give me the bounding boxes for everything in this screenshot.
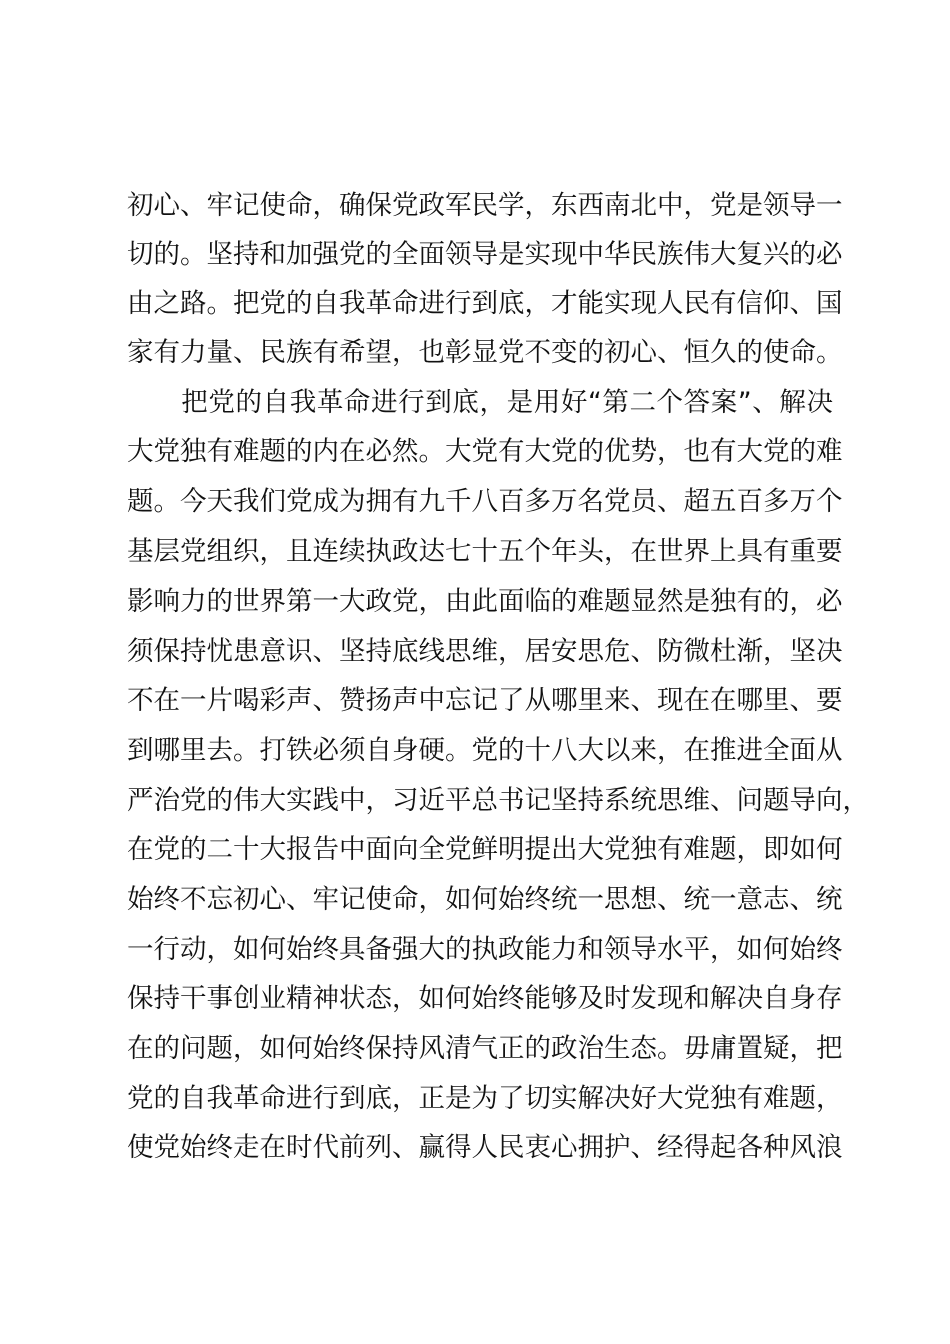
paragraph-2-line-11: 始终不忘初心、牢记使命，如何始终统一思想、统一意志、统: [127, 884, 843, 915]
paragraph-2-line-8: 到哪里去。打铁必须自身硬。党的十八大以来，在推进全面从: [127, 735, 843, 766]
paragraph-2-line-5: 影响力的世界第一大政党，由此面临的难题显然是独有的，必: [127, 586, 843, 617]
paragraph-2-line-14: 在的问题，如何始终保持风清气正的政治生态。毋庸置疑，把: [127, 1033, 843, 1064]
paragraph-2-line-7: 不在一片喝彩声、赞扬声中忘记了从哪里来、现在在哪里、要: [127, 685, 843, 716]
paragraph-2-line-16: 使党始终走在时代前列、赢得人民衷心拥护、经得起各种风浪: [127, 1132, 843, 1163]
paragraph-2-line-3: 题。今天我们党成为拥有九千八百多万名党员、超五百多万个: [127, 486, 843, 517]
paragraph-2-line-2: 大党独有难题的内在必然。大党有大党的优势，也有大党的难: [127, 436, 843, 467]
paragraph-2-line-9: 严治党的伟大实践中，习近平总书记坚持系统思维、问题导向，: [127, 785, 869, 816]
paragraph-2-line-15: 党的自我革命进行到底，正是为了切实解决好大党独有难题，: [127, 1083, 843, 1114]
paragraph-1-line-3: 由之路。把党的自我革命进行到底，才能实现人民有信仰、国: [127, 288, 843, 319]
paragraph-2-line-12: 一行动，如何始终具备强大的执政能力和领导水平，如何始终: [127, 934, 843, 965]
paragraph-2-line-1: 把党的自我革命进行到底，是用好“第二个答案”、解决: [127, 387, 833, 418]
paragraph-2-line-4: 基层党组织，且连续执政达七十五个年头，在世界上具有重要: [127, 536, 843, 567]
paragraph-1-line-4: 家有力量、民族有希望，也彰显党不变的初心、恒久的使命。: [127, 337, 843, 368]
paragraph-1-line-1: 初心、牢记使命，确保党政军民学，东西南北中，党是领导一: [127, 190, 843, 221]
paragraph-2-line-6: 须保持忧患意识、坚持底线思维，居安思危、防微杜渐，坚决: [127, 636, 843, 667]
paragraph-2-line-10: 在党的二十大报告中面向全党鲜明提出大党独有难题，即如何: [127, 834, 843, 865]
paragraph-1-line-2: 切的。坚持和加强党的全面领导是实现中华民族伟大复兴的必: [127, 239, 843, 270]
paragraph-2-line-13: 保持干事创业精神状态，如何始终能够及时发现和解决自身存: [127, 983, 843, 1014]
